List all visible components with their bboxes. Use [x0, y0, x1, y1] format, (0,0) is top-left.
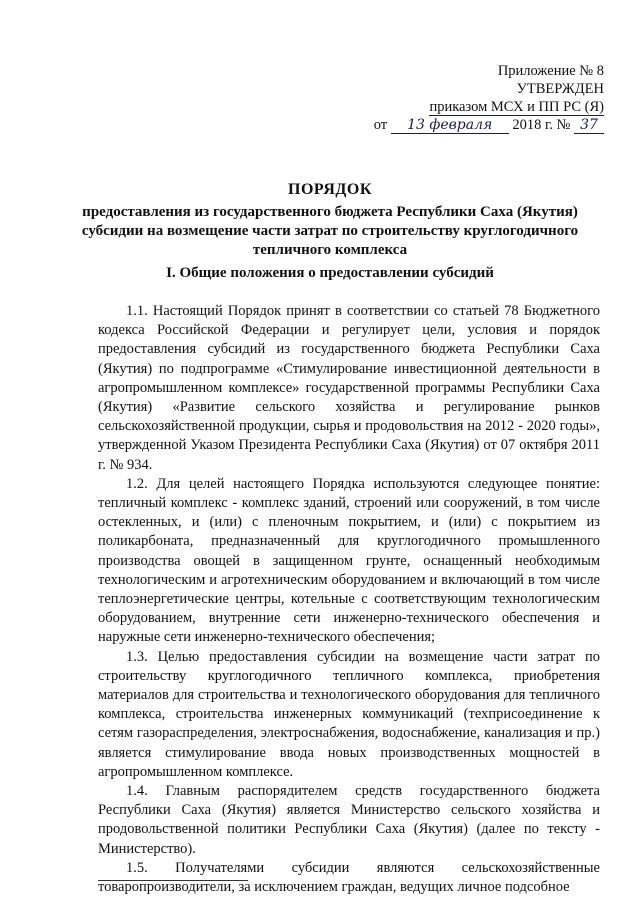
approval-header — [374, 62, 604, 134]
appendix-number: Приложение № 8 — [497, 63, 604, 79]
from-label: от — [373, 117, 388, 133]
year-label: 2018 г. № — [512, 117, 571, 133]
document-title — [60, 180, 600, 260]
order-authority-text: приказом МСХ и ПП РС (Я) — [429, 99, 604, 115]
footnote-divider — [98, 880, 248, 881]
order-authority — [374, 98, 604, 116]
title-subtitle: предоставления из государственного бюджета Республики Саха (Якутия) субсидии на возмещение части затрат по строительству круглогодичного тепличного комплекса — [81, 204, 579, 258]
paragraph-1-5: 1.5. Получателями субсидии являются сельскохозяйственные товаропроизводители, за исключением граждан, ведущих личное подсобное — [98, 859, 600, 896]
handwritten-order-number: 37 — [574, 118, 604, 134]
paragraph-1-2: 1.2. Для целей настоящего Порядка используются следующее понятие: тепличный комплекс - комплекс зданий, строений или сооружений, в том числе остекленных, и (или) с пленочным покрытием, и (или) с покрытием из поликарбоната, предназначенный для круглогодичного промышленного производства овощей в защищенном грунте, оснащенный необходимым технологическим и агротехническим оборудованием и включающий в том числе теплоэнергетические центры, котельные с соответствующим технологическим оборудованием, внутренние сети инженерно-технического обеспечения и наружные сети инженерно-технического обеспечения; — [98, 475, 600, 646]
document-body — [98, 302, 600, 897]
approved-label: УТВЕРЖДЕН — [516, 81, 604, 97]
handwritten-date: 13 февраля — [391, 118, 509, 134]
paragraph-1-3: 1.3. Целью предоставления субсидии на возмещение части затрат по строительству круглогодичного тепличного комплекса, приобретения материалов для строительства и технологического оборудования для тепличного комплекса, строительства инженерных коммуникаций (техприсоединение к сетям газораспределения, электроснабжения, водоснабжение, канализация и пр.) является стимулирование ввода новых производственных мощностей в агропромышленном комплексе. — [98, 648, 600, 780]
paragraph-1-1: 1.1. Настоящий Порядок принят в соответствии со статьей 78 Бюджетного кодекса Российской Федерации и регулирует цели, условия и порядок предоставления субсидий из государственного бюджета Республики Саха (Якутия) по подпрограмме «Стимулирование инвестиционной деятельности в агропромышленном комплексе» государственной программы Республики Саха (Якутия) «Развитие сельского хозяйства и регулирование рынков сельскохозяйственной продукции, сырья и продовольствия на 2012 - 2020 годы», утвержденной Указом Президента Республики Саха (Якутия) от 07 октября 2011 г. № 934. — [98, 303, 600, 473]
order-date-line — [374, 116, 604, 134]
section-heading: I. Общие положения о предоставлении субсидий — [166, 265, 494, 281]
paragraph-1-4: 1.4. Главным распорядителем средств государственного бюджета Республики Саха (Якутия) является Министерство сельского хозяйства и продовольственной политики Республики Саха (Якутия) (далее по тексту - Министерство). — [98, 783, 600, 857]
title-main: ПОРЯДОК — [288, 181, 372, 198]
